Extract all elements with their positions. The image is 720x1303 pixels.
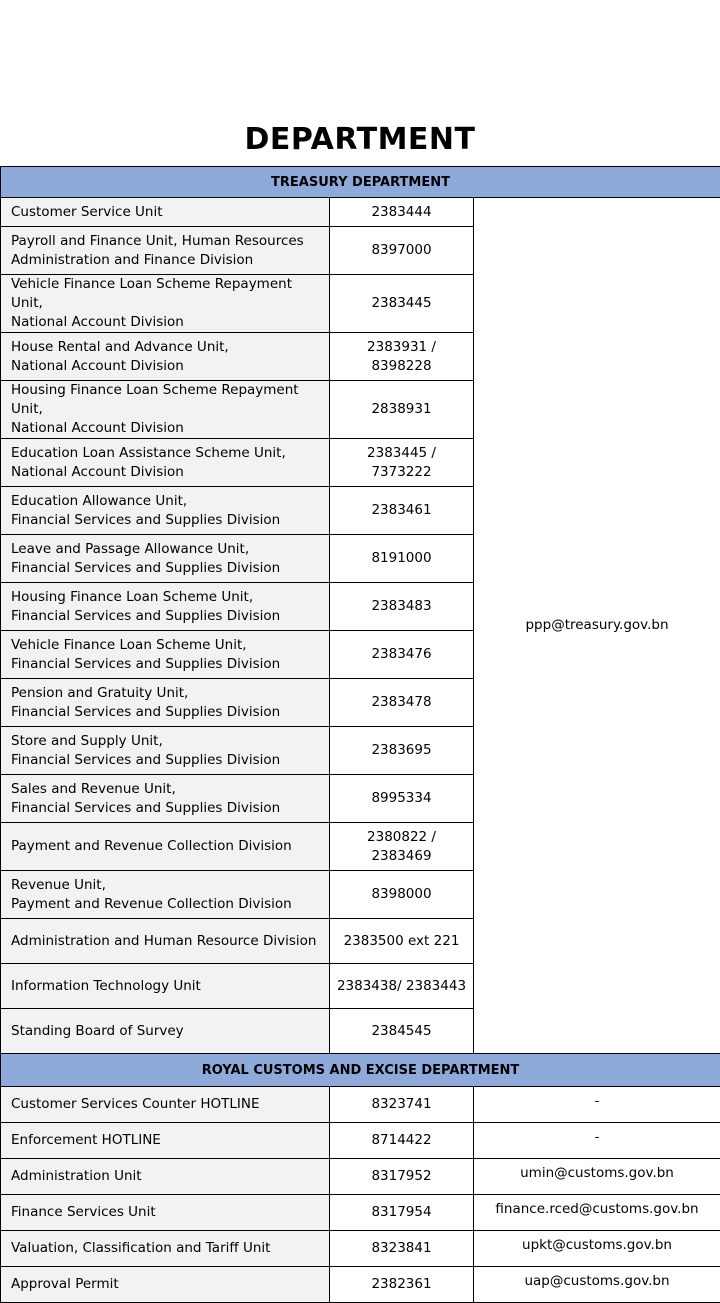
unit-name-cell — [1, 823, 330, 871]
phone-number-line: 2383695 — [330, 741, 473, 760]
unit-name-cell — [1, 631, 330, 679]
phone-number-line: 7373222 — [330, 463, 473, 482]
phone-number-line: 2383500 ext 221 — [330, 932, 473, 951]
unit-name-line: Financial Services and Supplies Division — [11, 655, 323, 674]
unit-name-line: Revenue Unit, — [11, 876, 323, 895]
customs-row — [1, 1159, 720, 1195]
phone-number-cell — [330, 679, 474, 727]
unit-name-cell — [1, 535, 330, 583]
phone-number-cell — [330, 227, 474, 275]
unit-name-line: Vehicle Finance Loan Scheme Repayment Unit, — [11, 275, 323, 313]
unit-name-line: House Rental and Advance Unit, — [11, 338, 323, 357]
phone-number-line: 2383438/ 2383443 — [330, 977, 473, 996]
directory-table-body — [1, 167, 720, 1303]
phone-number-cell — [330, 333, 474, 381]
phone-number-line: 2383445 — [330, 294, 473, 313]
unit-name-line: Education Loan Assistance Scheme Unit, — [11, 444, 323, 463]
unit-name-cell: Approval Permit — [1, 1267, 330, 1303]
phone-number-line: 2383931 / — [330, 338, 473, 357]
unit-name-cell — [1, 775, 330, 823]
phone-number-cell — [330, 871, 474, 919]
phone-number-cell: 8323841 — [330, 1231, 474, 1267]
unit-name-cell — [1, 487, 330, 535]
unit-name-cell — [1, 1009, 330, 1054]
unit-name-line: Administration and Human Resource Division — [11, 932, 323, 951]
unit-name-cell: Enforcement HOTLINE — [1, 1123, 330, 1159]
unit-name-line: Financial Services and Supplies Division — [11, 559, 323, 578]
unit-name-cell — [1, 964, 330, 1009]
unit-name-cell — [1, 727, 330, 775]
phone-number-cell — [330, 439, 474, 487]
unit-name-cell: Administration Unit — [1, 1159, 330, 1195]
unit-name-cell — [1, 381, 330, 439]
unit-name-line: Payment and Revenue Collection Division — [11, 837, 323, 856]
phone-number-cell — [330, 775, 474, 823]
unit-name-cell: Valuation, Classification and Tariff Unit — [1, 1231, 330, 1267]
phone-number-cell: 8317954 — [330, 1195, 474, 1231]
phone-number-cell — [330, 919, 474, 964]
unit-name-cell — [1, 583, 330, 631]
unit-name-line: National Account Division — [11, 357, 323, 376]
unit-name-cell — [1, 871, 330, 919]
customs-row — [1, 1267, 720, 1303]
email-cell: finance.rced@customs.gov.bn — [474, 1195, 720, 1231]
unit-name-line: Financial Services and Supplies Division — [11, 607, 323, 626]
treasury-email-cell: ppp@treasury.gov.bn — [474, 198, 720, 1054]
phone-number-cell — [330, 198, 474, 227]
unit-name-cell: Customer Services Counter HOTLINE — [1, 1087, 330, 1123]
phone-number-line: 2383483 — [330, 597, 473, 616]
unit-name-line: Payroll and Finance Unit, Human Resources — [11, 232, 323, 251]
phone-number-line: 8397000 — [330, 241, 473, 260]
unit-name-cell — [1, 275, 330, 333]
treasury-section-header-row — [1, 167, 720, 198]
unit-name-line: Financial Services and Supplies Division — [11, 751, 323, 770]
phone-number-cell — [330, 727, 474, 775]
unit-name-line: Financial Services and Supplies Division — [11, 799, 323, 818]
unit-name-cell — [1, 333, 330, 381]
phone-number-cell — [330, 535, 474, 583]
email-cell: uap@customs.gov.bn — [474, 1267, 720, 1303]
email-cell: umin@customs.gov.bn — [474, 1159, 720, 1195]
phone-number-cell: 8714422 — [330, 1123, 474, 1159]
unit-name-line: National Account Division — [11, 313, 323, 332]
unit-name-cell — [1, 919, 330, 964]
unit-name-cell — [1, 439, 330, 487]
unit-name-line: National Account Division — [11, 419, 323, 438]
unit-name-line: Information Technology Unit — [11, 977, 323, 996]
treasury-section-header: TREASURY DEPARTMENT — [1, 167, 720, 198]
unit-name-line: Pension and Gratuity Unit, — [11, 684, 323, 703]
phone-number-line: 2384545 — [330, 1022, 473, 1041]
unit-name-line: Standing Board of Survey — [11, 1022, 323, 1041]
phone-number-line: 2380822 / — [330, 828, 473, 847]
phone-number-cell: 8323741 — [330, 1087, 474, 1123]
phone-number-line: 8398000 — [330, 885, 473, 904]
unit-name-line: Housing Finance Loan Scheme Unit, — [11, 588, 323, 607]
phone-number-line: 8191000 — [330, 549, 473, 568]
unit-name-line: Administration and Finance Division — [11, 251, 323, 270]
customs-section-header: ROYAL CUSTOMS AND EXCISE DEPARTMENT — [1, 1054, 720, 1087]
phone-number-cell — [330, 823, 474, 871]
customs-row — [1, 1231, 720, 1267]
email-cell: - — [474, 1087, 720, 1123]
phone-number-line: 2383444 — [330, 203, 473, 222]
unit-name-line: Financial Services and Supplies Division — [11, 703, 323, 722]
phone-number-line: 2383445 / — [330, 444, 473, 463]
unit-name-line: National Account Division — [11, 463, 323, 482]
phone-number-cell — [330, 275, 474, 333]
phone-number-line: 8995334 — [330, 789, 473, 808]
department-directory-table — [0, 166, 720, 1303]
customs-row — [1, 1087, 720, 1123]
phone-number-cell: 2382361 — [330, 1267, 474, 1303]
unit-name-cell — [1, 227, 330, 275]
unit-name-line: Sales and Revenue Unit, — [11, 780, 323, 799]
customs-section-header-row — [1, 1054, 720, 1087]
phone-number-cell — [330, 631, 474, 679]
unit-name-line: Housing Finance Loan Scheme Repayment Unit, — [11, 381, 323, 419]
phone-number-cell — [330, 381, 474, 439]
unit-name-line: Education Allowance Unit, — [11, 492, 323, 511]
email-cell: - — [474, 1123, 720, 1159]
unit-name-line: Customer Service Unit — [11, 203, 323, 222]
phone-number-line: 2383478 — [330, 693, 473, 712]
phone-number-line: 2838931 — [330, 400, 473, 419]
phone-number-line: 8398228 — [330, 357, 473, 376]
unit-name-cell: Finance Services Unit — [1, 1195, 330, 1231]
customs-row — [1, 1195, 720, 1231]
unit-name-line: Leave and Passage Allowance Unit, — [11, 540, 323, 559]
unit-name-line: Payment and Revenue Collection Division — [11, 895, 323, 914]
phone-number-line: 2383476 — [330, 645, 473, 664]
email-cell: upkt@customs.gov.bn — [474, 1231, 720, 1267]
unit-name-cell — [1, 198, 330, 227]
phone-number-line: 2383461 — [330, 501, 473, 520]
phone-number-cell: 8317952 — [330, 1159, 474, 1195]
page-title: DEPARTMENT — [0, 122, 720, 157]
unit-name-cell — [1, 679, 330, 727]
phone-number-cell — [330, 964, 474, 1009]
customs-row — [1, 1123, 720, 1159]
phone-number-line: 2383469 — [330, 847, 473, 866]
unit-name-line: Vehicle Finance Loan Scheme Unit, — [11, 636, 323, 655]
treasury-row — [1, 198, 720, 227]
unit-name-line: Financial Services and Supplies Division — [11, 511, 323, 530]
phone-number-cell — [330, 583, 474, 631]
unit-name-line: Store and Supply Unit, — [11, 732, 323, 751]
phone-number-cell — [330, 1009, 474, 1054]
phone-number-cell — [330, 487, 474, 535]
